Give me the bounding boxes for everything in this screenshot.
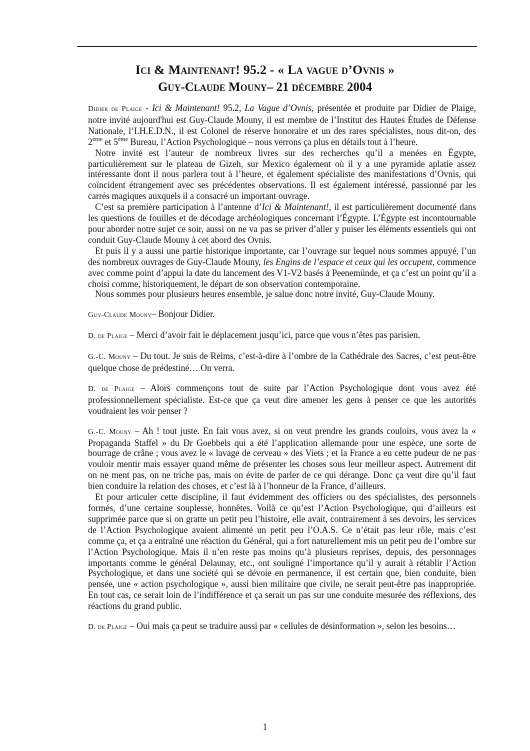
- transcript-paragraph: [88, 289, 476, 300]
- document-subtitle: Guy-Claude Mouny– 21 décembre 2004: [158, 80, 372, 94]
- transcript-paragraph: [88, 492, 476, 612]
- paragraph-text: , présentée et produite par Didier de Plaige, notre invité aujourd'hui est Guy-Claude Mouny, il est membre de l’Institut des Hautes Études de Défense Nationale, l’I.H.E.D.N., il est Colonel de réserve honoraire et un des rares spécialistes, nous dit-on, des 2: [88, 103, 477, 147]
- italic-text: La Vague d’Ovnis: [244, 103, 312, 113]
- speaker-paragraph: [88, 426, 476, 492]
- page-number: 1: [262, 722, 268, 732]
- italic-text: Ici & Maintenant!: [151, 103, 220, 113]
- transcript-paragraph: [88, 246, 476, 290]
- paragraph-text: Nous sommes pour plusieurs heures ensemble, je salue donc notre invité, Guy-Claude Mouny.: [95, 289, 435, 300]
- paragraph-text: , commence avec comme point d’appui la date du lancement des V1-V2 basés à Peenemünde, et ça c’est un point qu’il a choisi comme, historiquement, le départ de son observation contemporaine.: [88, 256, 476, 289]
- speaker-paragraph: [88, 103, 476, 148]
- paragraph-text: , il est particulièrement documenté dans les questions de fouilles et de décodage archéologiques concernant l’Égypte. L’Égypte est incontournable pour aborder notre sujet ce soir, aussi on ne va pas se priver d’aller y puiser les éléments essentiels qui ont conduit Guy-Claude Mouny à cet abord des Ovnis.: [88, 202, 476, 245]
- top-rule: [77, 46, 477, 47]
- speaker-separator: –: [127, 330, 137, 341]
- speaker-paragraph: [88, 309, 476, 321]
- transcript-body: [88, 103, 476, 633]
- paragraph-text: et 5: [102, 136, 118, 147]
- speaker-paragraph: [88, 351, 476, 374]
- transcript-paragraph: [88, 148, 476, 203]
- speaker-paragraph: [88, 330, 476, 342]
- italic-text: Ici & Maintenant!: [261, 202, 329, 213]
- speaker-name: Didier de Plaige: [88, 104, 143, 113]
- speaker-separator: –: [134, 382, 151, 393]
- speaker-separator: –: [151, 309, 159, 320]
- speaker-separator: –: [130, 351, 141, 362]
- paragraph-text: Oui mais ça peut se traduire aussi par « cellules de désinformation », selon les besoins…: [136, 621, 456, 632]
- superscript-text: ème: [118, 136, 128, 143]
- speaker-name: Guy-Claude Mouny: [88, 310, 152, 320]
- paragraph-text: Merci d’avoir fait le déplacement jusqu’ici, parce que vous n’êtes pas parisien.: [136, 330, 421, 341]
- paragraph-text: C’est sa première participation à l’antenne d’: [95, 202, 262, 213]
- italic-text: les Engins de l’espace et ceux qui les occupent: [263, 256, 433, 267]
- paragraph-text: Bureau, l’Action Psychologique – nous verrons ça plus en détails tout à l’heure.: [128, 136, 418, 147]
- paragraph-text: Alors commençons tout de suite par l’Action Psychologique dont vous avez été professionnellement spécialiste. Est-ce que ça veut dire amener les gens à penser ce que les autorités voudraient les voir penser ?: [88, 382, 476, 416]
- transcript-paragraph: [88, 202, 476, 246]
- speaker-name: D. de Plaige: [88, 331, 128, 341]
- speaker-separator: -: [142, 103, 152, 113]
- superscript-text: ème: [92, 136, 103, 143]
- document-title: Ici & Maintenant! 95.2 - « La vague d’Ovnis »: [135, 62, 395, 77]
- paragraph-text: Bonjour Didier.: [158, 309, 215, 320]
- speaker-paragraph: [88, 621, 476, 633]
- paragraph-text: 95.2,: [219, 103, 245, 113]
- paragraph-text: Ah ! tout juste. En fait vous avez, si on veut prendre les grands couloirs, vous avez la « Propaganda Staffel » du Dr Goebbels qui a été l’application allemande pour une espèce, une sorte de bourrage de crâne ; vous avez le « lavage de cerveau » des Viets ; et la France a eu cette pudeur de ne pas vouloir mentir mais essayer quand même de présenter les choses sous leur meilleur aspect. Autrement dit on ne ment pas, on ne triche pas, mais on évite de parler de ce qui dérange. Donc ça veut dire qu’il faut bien conduire la relation des choses, et c’est là à l’honneur de la France, d’ailleurs.: [88, 425, 477, 492]
- speaker-paragraph: [88, 383, 476, 417]
- paragraph-text: Et pour articuler cette discipline, il faut évidemment des officiers ou des spécialistes, des personnels formés, d’une certaine souplesse, honnêtes. Voilà ce qu’est l’Action Psychologique, qui d’ailleurs est supprimée parce que si on gratte un petit peu l’histoire, elle avait, contrairement à ses devoirs, les services de l’Action Psychologique avaient alimenté un petit peu l’O.A.S. Ce n’était pas leur rôle, mais c’est comme ça, et ça a entraîné une réaction du Général, qui a fort naturellement mis un petit peu de l’ombre sur l’Action Psychologique. Mais il n’en reste pas moins qu’à plusieurs reprises, depuis, des personnages importants comme le général Delaunay, etc., ont souligné l’importance qu’il y aurait à rétablir l’Action Psychologique, et dans une société qui se dévoie en permanence, il est certain que, bien conduite, bien pensée, une « action psychologique », aussi bien militaire que civile, ne serait peut-être pas inappropriée. En tout cas, ce serait loin de l’indifférence et ça serait un pas sur une conduite mesurée des réflexions, des réactions du grand public.: [88, 492, 476, 612]
- paragraph-text: Notre invité est l’auteur de nombreux livres sur des recherches qu’il a menées en Égypte, particulièrement sur le plateau de Gizeh, sur Mexico également où il y a une pyramide aplatie assez intéressante dont il nous parlera tout à l’heure, et également spécialiste des manifestations d’Ovnis, qui coïncident étrangement avec ses précédentes observations. Il est également intéressé, passionné par les carrés magiques auxquels il a consacré un important ouvrage.: [88, 147, 476, 202]
- speaker-name: D. de Plaige: [88, 383, 135, 393]
- paragraph-text: Du tout. Je suis de Reims, c’est-à-dire à l’ombre de la Cathédrale des Sacres, c’est peut-être quelque chose de prédestiné… On verra.: [88, 351, 476, 374]
- speaker-name: D. de Plaige: [88, 622, 128, 632]
- speaker-name: G.-C. Mouny: [88, 352, 131, 362]
- speaker-separator: –: [127, 621, 137, 632]
- paragraph-text: Et puis il y a aussi une partie historique importante, car l’ouvrage sur lequel nous sommes appuyé, l’un des nombreux ouvrages de Guy-Claude Mouny,: [88, 245, 476, 267]
- speaker-name: G.-C. Mouny: [88, 426, 132, 436]
- speaker-separator: –: [131, 425, 143, 436]
